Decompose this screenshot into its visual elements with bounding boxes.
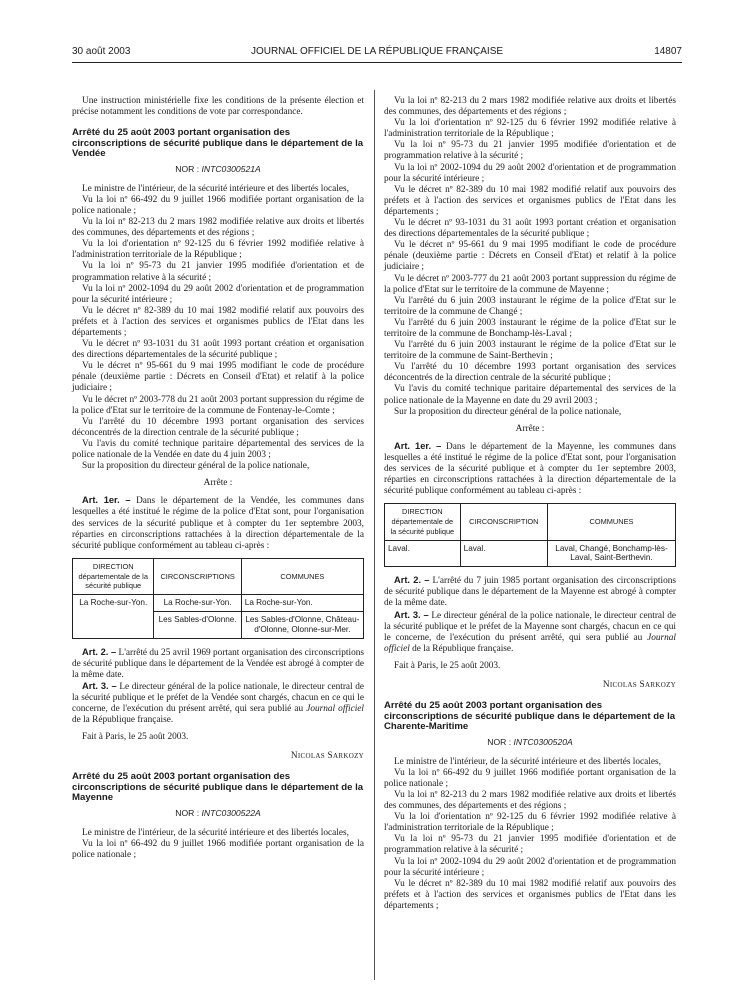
visa-paragraph: Vu le décret nº 95-661 du 9 mai 1995 modifiant le code de procédure pénale (deuxième partie : Décrets en Conseil d'Etat) et relatif à la police judiciaire ; (384, 240, 676, 273)
mayenne-table (384, 503, 676, 567)
nor-reference: NOR : INTC0300522A (175, 807, 261, 818)
page-header (72, 46, 682, 60)
arrete-charente-maritime-title: Arrêté du 25 août 2003 portant organisation des circonscriptions de sécurité publique dans le département de la Charente-Maritime (384, 700, 676, 733)
visa-paragraph: Vu le décret nº 93-1031 du 31 août 1993 portant création et organisation des directions départementales de la sécurité publique ; (72, 339, 364, 361)
column-divider (374, 90, 375, 980)
nor-code: INTC0300520A (513, 736, 573, 747)
visa-paragraph: Vu la loi nº 2002-1094 du 29 août 2002 d'orientation et de programmation pour la sécurité intérieure ; (72, 283, 364, 305)
arrete-heading: Arrête : (515, 423, 545, 434)
article-2: Art. 2. – L'arrêté du 25 avril 1969 portant organisation des circonscriptions de sécurité publique dans le département de la Vendée est abrogé à compter de la même date. (72, 646, 364, 680)
visa-paragraph: Vu l'arrêté du 10 décembre 1993 portant organisation des services déconcentrés de la direction centrale de la sécurité publique ; (72, 416, 364, 438)
visa-paragraph: Vu la loi d'orientation nº 92-125 du 6 février 1992 modifiée relative à l'administration territoriale de la République ; (384, 118, 676, 140)
journal-title: JOURNAL OFFICIEL DE LA RÉPUBLIQUE FRANÇAISE (250, 46, 504, 57)
visa-paragraph: Vu la loi nº 66-492 du 9 juillet 1966 modifiée portant organisation de la police nationale ; (72, 194, 364, 216)
visa-paragraph: Le ministre de l'intérieur, de la sécurité intérieure et des libertés locales, (394, 756, 661, 767)
page-date: 30 août 2003 (72, 46, 131, 57)
nor-code: INTC0300521A (201, 163, 261, 174)
table-header: CIRCONSCRIPTIONS (154, 558, 241, 594)
visa-paragraph: Vu la loi nº 66-492 du 9 juillet 1966 modifiée portant organisation de la police nationale ; (72, 839, 364, 861)
visa-paragraph: Le ministre de l'intérieur, de la sécurité intérieure et des libertés locales, (82, 828, 349, 838)
table-cell-direction: Laval. (385, 540, 461, 567)
visa-paragraph: Vu le décret nº 93-1031 du 31 août 1993 portant création et organisation des directions départementales de la sécurité publique ; (384, 218, 676, 240)
nor-reference: NOR : INTC0300521A (175, 163, 261, 174)
article-3: Art. 3. – Le directeur général de la police nationale, le directeur central de la sécurité publique et le préfet de la Mayenne sont chargés, chacun en ce qui le concerne, de l'exécution du présent arrêté, qui sera publié au Journal officiel de la République française. (384, 609, 677, 654)
visa-paragraph: Vu la loi nº 82-213 du 2 mars 1982 modifiée relative aux droits et libertés des communes, des départements et des régions ; (384, 789, 676, 812)
table-header: COMMUNES (241, 558, 363, 594)
visa-paragraph: Vu le décret nº 2003-778 du 21 août 2003 portant suppression du régime de la police d'Etat sur le territoire de la commune de Fontenay-le-Comte ; (72, 394, 364, 416)
visa-paragraph: Vu le décret nº 2003-777 du 21 août 2003 portant suppression du régime de la police d'Etat sur le territoire de la commune de Mayenne ; (384, 273, 676, 295)
table-cell-communes: La Roche-sur-Yon. (241, 595, 363, 612)
visa-paragraph: Sur la proposition du directeur général de la police nationale, (82, 461, 310, 472)
visa-paragraph: Vu la loi nº 2002-1094 du 29 août 2002 d'orientation et de programmation pour la sécurité intérieure ; (384, 162, 676, 184)
visa-paragraph: Vu le décret nº 82-389 du 10 mai 1982 modifié relatif aux pouvoirs des préfets et à l'action des services et organismes publics de l'Etat dans les départements ; (72, 305, 364, 338)
article-1: Art. 1er. – Dans le département de la Mayenne, les communes dans lesquelles a été institué le régime de la police d'Etat sont, pour l'organisation des services de la sécurité publique et à compter du 1er septembre 2003, réparties en circonscriptions rattachées à la direction départementale de la sécurité publique conformément au tableau ci-après : (384, 440, 676, 497)
table-cell-communes: Laval, Changé, Bonchamp-lès-Laval, Saint-Berthevin. (547, 540, 675, 567)
visa-paragraph: Vu l'arrêté du 6 juin 2003 instaurant le régime de la police d'Etat sur le territoire de la commune de Saint-Berthevin ; (384, 340, 676, 362)
visa-paragraph: Sur la proposition du directeur général de la police nationale, (394, 406, 622, 417)
visa-paragraph: Vu la loi d'orientation nº 92-125 du 6 février 1992 modifiée relative à l'administration territoriale de la République ; (72, 239, 364, 261)
mayenne-visas (384, 96, 676, 418)
visa-paragraph: Vu l'arrêté du 6 juin 2003 instaurant le régime de la police d'Etat sur le territoire de la commune de Bonchamp-lès-Laval ; (384, 317, 676, 339)
visa-paragraph: Vu la loi nº 82-213 du 2 mars 1982 modifiée relative aux droits et libertés des communes, des départements et des régions ; (384, 96, 676, 118)
fait-a-paris: Fait à Paris, le 25 août 2003. (394, 660, 501, 671)
visa-paragraph: Vu la loi nº 95-73 du 21 janvier 1995 modifiée d'orientation et de programmation relative à la sécurité ; (384, 834, 676, 856)
visa-paragraph: Vu le décret nº 95-661 du 9 mai 1995 modifiant le code de procédure pénale (deuxième partie : Décrets en Conseil d'Etat) et relatif à la police judiciaire ; (72, 361, 364, 394)
visa-paragraph: Vu le décret nº 82-389 du 10 mai 1982 modifié relatif aux pouvoirs des préfets et à l'action des services et organismes publics de l'Etat dans les départements ; (384, 878, 676, 911)
article-1: Art. 1er. – Dans le département de la Vendée, les communes dans lesquelles a été institué le régime de la police d'Etat sont, pour l'organisation des services de la sécurité publique et à compter du 1er septembre 2003, réparties en circonscriptions rattachées à la direction départementale de la sécurité publique conformément au tableau ci-après : (72, 495, 364, 551)
visa-paragraph: Le ministre de l'intérieur, de la sécurité intérieure et des libertés locales, (82, 183, 349, 194)
arrete-vendee-title: Arrêté du 25 août 2003 portant organisation des circonscriptions de sécurité publique dans le département de la Vendée (72, 127, 364, 160)
vendee-visas (72, 184, 364, 472)
signature: Nicolas Sarkozy (290, 751, 364, 762)
table-cell-circ: La Roche-sur-Yon. (154, 595, 241, 612)
visa-paragraph: Vu la loi d'orientation nº 92-125 du 6 février 1992 modifiée relative à l'administration territoriale de la République ; (384, 812, 676, 834)
article-2: Art. 2. – L'arrêté du 7 juin 1985 portant organisation des circonscriptions de sécurité publique dans le département de la Mayenne est abrogé à compter de la même date. (384, 575, 676, 609)
right-column (384, 96, 676, 912)
table-cell-circ: Laval. (460, 540, 547, 567)
arrete-heading: Arrête : (203, 478, 233, 489)
article-3: Art. 3. – Le directeur général de la police nationale, le directeur central de la sécurité publique et le préfet de la Vendée sont chargés, chacun en ce qui le concerne, de l'exécution du présent arrêté, qui sera publié au Journal officiel de la République française. (72, 680, 365, 726)
visa-paragraph: Vu la loi nº 95-73 du 21 janvier 1995 modifiée d'orientation et de programmation relative à la sécurité ; (72, 261, 364, 283)
header-rule (72, 62, 682, 63)
nor-reference: NOR : INTC0300520A (487, 736, 573, 747)
nor-code: INTC0300522A (201, 807, 261, 818)
arrete-mayenne-title: Arrêté du 25 août 2003 portant organisation des circonscriptions de sécurité publique dans le département de la Mayenne (72, 771, 364, 804)
page-number: 14807 (654, 46, 682, 57)
vendee-table (72, 558, 364, 639)
visa-paragraph: Vu l'arrêté du 10 décembre 1993 portant organisation des services déconcentrés de la direction centrale de la sécurité publique ; (384, 362, 676, 384)
left-column (72, 96, 364, 861)
table-header: DIRECTION départementale de la sécurité publique (73, 558, 154, 594)
table-header: CIRCONSCRIPTION (460, 504, 547, 540)
table-cell-direction: La Roche-sur-Yon. (73, 595, 154, 638)
signature: Nicolas Sarkozy (602, 680, 676, 691)
visa-paragraph: Vu l'avis du comité technique paritaire départemental des services de la police nationale de la Vendée en date du 4 juin 2003 ; (72, 438, 364, 461)
visa-paragraph: Vu la loi nº 66-492 du 9 juillet 1966 modifiée portant organisation de la police nationale ; (384, 767, 676, 789)
visa-paragraph: Vu la loi nº 2002-1094 du 29 août 2002 d'orientation et de programmation pour la sécurité intérieure ; (384, 856, 676, 878)
visa-paragraph: Vu la loi nº 95-73 du 21 janvier 1995 modifiée d'orientation et de programmation relative à la sécurité ; (384, 140, 676, 162)
table-header: DIRECTION départementale de la sécurité publique (385, 504, 461, 540)
visa-paragraph: Vu la loi nº 82-213 du 2 mars 1982 modifiée relative aux droits et libertés des communes, des départements et des régions ; (72, 217, 364, 239)
table-header: COMMUNES (547, 504, 675, 540)
intro-paragraph: Une instruction ministérielle fixe les conditions de la présente élection et précise notamment les conditions de vote par correspondance. (72, 96, 364, 118)
table-cell-communes: Les Sables-d'Olonne, Château-d'Olonne, Olonne-sur-Mer. (241, 611, 363, 638)
visa-paragraph: Vu l'arrêté du 6 juin 2003 instaurant le régime de la police d'Etat sur le territoire de la commune de Changé ; (384, 295, 676, 317)
visa-paragraph: Vu le décret nº 82-389 du 10 mai 1982 modifié relatif aux pouvoirs des préfets et à l'action des services et organismes publics de l'Etat dans les départements ; (384, 184, 676, 217)
fait-a-paris: Fait à Paris, le 25 août 2003. (82, 732, 189, 743)
visa-paragraph: Vu l'avis du comité technique paritaire départemental des services de la police nationale de la Mayenne en date du 29 avril 2003 ; (384, 384, 676, 406)
table-cell-circ: Les Sables-d'Olonne. (154, 611, 241, 638)
